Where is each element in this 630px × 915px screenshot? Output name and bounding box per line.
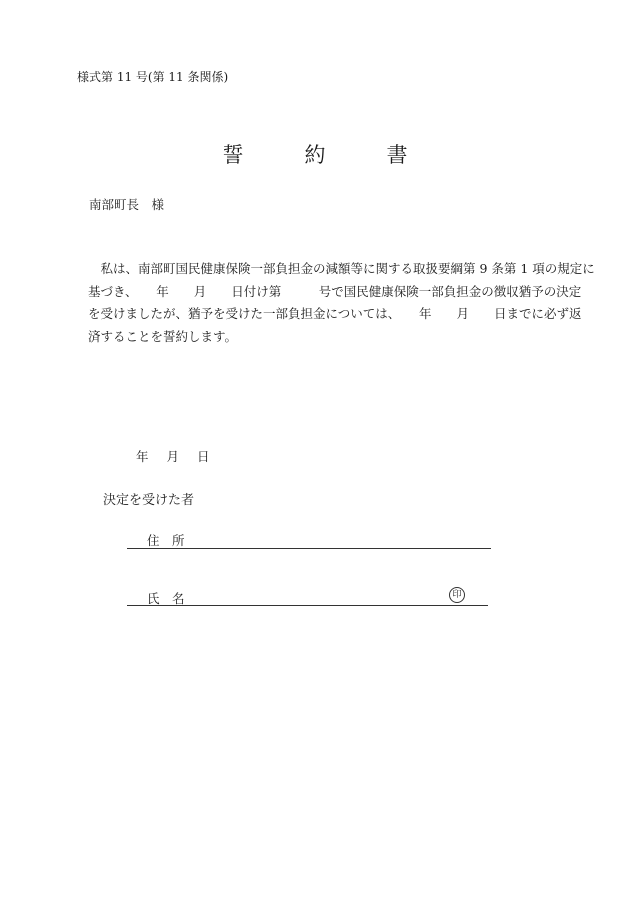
recipient-heading: 決定を受けた者 <box>103 493 195 508</box>
date-day-label: 日 <box>197 449 210 464</box>
pledge-body-line: を受けましたが、猶予を受けた一部負担金については、 年 月 日までに必ず返 <box>88 306 582 321</box>
document-title: 誓 約 書 <box>222 143 428 167</box>
name-label: 氏 名 <box>147 591 185 606</box>
pledge-body-line: 基づき、 年 月 日付け第 号で国民健康保険一部負担金の徴収猶予の決定 <box>88 283 582 299</box>
addressee: 南部町長 様 <box>89 197 165 212</box>
signature-date <box>136 447 210 465</box>
seal-icon: 印 <box>449 587 465 603</box>
pledge-body-line: 済することを誓約します。 <box>88 328 238 344</box>
address-label: 住 所 <box>147 533 185 548</box>
pledge-body-line: 私は、南部町国民健康保険一部負担金の減額等に関する取扱要綱第 9 条第 1 項の規定に <box>88 261 595 276</box>
pledge-body <box>88 258 595 348</box>
date-year-label: 年 <box>136 449 149 464</box>
date-month-label: 月 <box>166 449 180 464</box>
name-field-line[interactable] <box>127 605 488 606</box>
address-field-line[interactable] <box>127 548 491 549</box>
form-number: 様式第 11 号(第 11 条関係) <box>77 70 229 84</box>
